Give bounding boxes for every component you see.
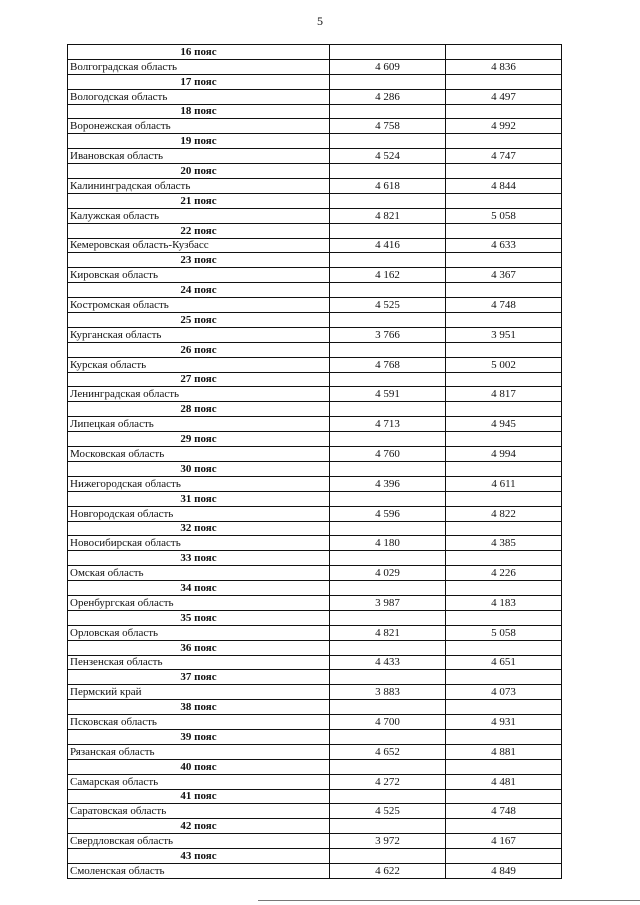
regions-table (67, 44, 562, 879)
region-name: Костромская область (68, 298, 330, 313)
value-1: 4 525 (330, 298, 446, 313)
empty-cell (446, 610, 562, 625)
empty-cell (330, 759, 446, 774)
region-name: Ленинградская область (68, 387, 330, 402)
value-2: 4 481 (446, 774, 562, 789)
region-name: Рязанская область (68, 744, 330, 759)
value-1: 4 821 (330, 208, 446, 223)
value-1: 4 162 (330, 268, 446, 283)
empty-cell (446, 372, 562, 387)
empty-cell (330, 372, 446, 387)
empty-cell (446, 670, 562, 685)
region-name: Нижегородская область (68, 476, 330, 491)
region-row (68, 744, 562, 759)
belt-label: 32 пояс (68, 521, 330, 536)
region-row (68, 238, 562, 253)
belt-label: 19 пояс (68, 134, 330, 149)
belt-label: 26 пояс (68, 342, 330, 357)
value-2: 4 849 (446, 863, 562, 878)
region-name: Калининградская область (68, 179, 330, 194)
empty-cell (446, 700, 562, 715)
belt-row (68, 521, 562, 536)
belt-label: 37 пояс (68, 670, 330, 685)
empty-cell (330, 491, 446, 506)
belt-label: 18 пояс (68, 104, 330, 119)
belt-row (68, 134, 562, 149)
empty-cell (330, 581, 446, 596)
region-row (68, 476, 562, 491)
empty-cell (446, 461, 562, 476)
region-row (68, 387, 562, 402)
belt-label: 42 пояс (68, 819, 330, 834)
region-row (68, 566, 562, 581)
region-row (68, 863, 562, 878)
region-name: Саратовская область (68, 804, 330, 819)
empty-cell (330, 819, 446, 834)
belt-label: 31 пояс (68, 491, 330, 506)
region-name: Орловская область (68, 625, 330, 640)
belt-label: 21 пояс (68, 193, 330, 208)
belt-label: 40 пояс (68, 759, 330, 774)
belt-label: 36 пояс (68, 640, 330, 655)
belt-label: 35 пояс (68, 610, 330, 625)
belt-label: 43 пояс (68, 849, 330, 864)
belt-row (68, 372, 562, 387)
region-name: Кировская область (68, 268, 330, 283)
region-row (68, 536, 562, 551)
belt-label: 33 пояс (68, 551, 330, 566)
belt-row (68, 759, 562, 774)
region-row (68, 506, 562, 521)
value-2: 5 058 (446, 625, 562, 640)
value-1: 4 180 (330, 536, 446, 551)
empty-cell (446, 193, 562, 208)
empty-cell (330, 521, 446, 536)
region-name: Новгородская область (68, 506, 330, 521)
belt-label: 28 пояс (68, 402, 330, 417)
belt-row (68, 283, 562, 298)
empty-cell (446, 789, 562, 804)
region-row (68, 357, 562, 372)
value-2: 4 822 (446, 506, 562, 521)
empty-cell (330, 700, 446, 715)
value-2: 4 945 (446, 417, 562, 432)
region-row (68, 834, 562, 849)
belt-row (68, 313, 562, 328)
region-name: Калужская область (68, 208, 330, 223)
belt-label: 23 пояс (68, 253, 330, 268)
value-2: 4 931 (446, 715, 562, 730)
empty-cell (446, 74, 562, 89)
empty-cell (330, 849, 446, 864)
empty-cell (330, 74, 446, 89)
value-1: 4 700 (330, 715, 446, 730)
belt-label: 20 пояс (68, 164, 330, 179)
belt-row (68, 45, 562, 60)
belt-label: 41 пояс (68, 789, 330, 804)
belt-row (68, 581, 562, 596)
empty-cell (330, 461, 446, 476)
value-2: 4 992 (446, 119, 562, 134)
value-2: 4 497 (446, 89, 562, 104)
region-name: Пермский край (68, 685, 330, 700)
belt-row (68, 789, 562, 804)
regions-table-body (68, 45, 562, 879)
empty-cell (446, 640, 562, 655)
value-1: 4 821 (330, 625, 446, 640)
belt-label: 30 пояс (68, 461, 330, 476)
empty-cell (446, 551, 562, 566)
value-1: 4 760 (330, 447, 446, 462)
value-1: 4 652 (330, 744, 446, 759)
value-1: 4 609 (330, 59, 446, 74)
region-row (68, 268, 562, 283)
empty-cell (446, 849, 562, 864)
value-2: 4 611 (446, 476, 562, 491)
value-1: 4 622 (330, 863, 446, 878)
region-row (68, 89, 562, 104)
value-2: 4 385 (446, 536, 562, 551)
empty-cell (446, 581, 562, 596)
value-1: 4 416 (330, 238, 446, 253)
region-name: Курская область (68, 357, 330, 372)
value-1: 4 272 (330, 774, 446, 789)
region-name: Пензенская область (68, 655, 330, 670)
region-name: Новосибирская область (68, 536, 330, 551)
empty-cell (446, 402, 562, 417)
empty-cell (446, 819, 562, 834)
belt-label: 39 пояс (68, 729, 330, 744)
empty-cell (446, 104, 562, 119)
belt-row (68, 253, 562, 268)
empty-cell (446, 342, 562, 357)
value-1: 3 883 (330, 685, 446, 700)
region-row (68, 804, 562, 819)
region-row (68, 59, 562, 74)
belt-label: 29 пояс (68, 432, 330, 447)
empty-cell (446, 491, 562, 506)
belt-row (68, 193, 562, 208)
empty-cell (330, 402, 446, 417)
region-row (68, 774, 562, 789)
belt-row (68, 432, 562, 447)
belt-label: 17 пояс (68, 74, 330, 89)
value-1: 3 972 (330, 834, 446, 849)
value-1: 4 029 (330, 566, 446, 581)
belt-row (68, 551, 562, 566)
empty-cell (446, 283, 562, 298)
empty-cell (446, 134, 562, 149)
region-name: Московская область (68, 447, 330, 462)
belt-row (68, 461, 562, 476)
empty-cell (330, 313, 446, 328)
belt-row (68, 610, 562, 625)
belt-label: 16 пояс (68, 45, 330, 60)
value-2: 4 073 (446, 685, 562, 700)
region-name: Кемеровская область-Кузбасс (68, 238, 330, 253)
empty-cell (446, 253, 562, 268)
belt-row (68, 819, 562, 834)
region-row (68, 119, 562, 134)
belt-row (68, 700, 562, 715)
value-2: 4 367 (446, 268, 562, 283)
region-row (68, 715, 562, 730)
empty-cell (446, 432, 562, 447)
empty-cell (446, 313, 562, 328)
value-2: 4 881 (446, 744, 562, 759)
empty-cell (330, 640, 446, 655)
value-1: 4 618 (330, 179, 446, 194)
region-row (68, 149, 562, 164)
empty-cell (330, 789, 446, 804)
belt-label: 38 пояс (68, 700, 330, 715)
empty-cell (446, 164, 562, 179)
belt-label: 27 пояс (68, 372, 330, 387)
empty-cell (330, 223, 446, 238)
value-1: 4 596 (330, 506, 446, 521)
belt-label: 34 пояс (68, 581, 330, 596)
empty-cell (330, 45, 446, 60)
empty-cell (446, 759, 562, 774)
region-name: Воронежская область (68, 119, 330, 134)
empty-cell (330, 432, 446, 447)
value-1: 3 766 (330, 327, 446, 342)
region-name: Самарская область (68, 774, 330, 789)
belt-label: 25 пояс (68, 313, 330, 328)
region-row (68, 625, 562, 640)
region-row (68, 655, 562, 670)
region-name: Липецкая область (68, 417, 330, 432)
page-number: 5 (317, 14, 323, 28)
belt-row (68, 729, 562, 744)
belt-row (68, 849, 562, 864)
region-row (68, 179, 562, 194)
value-2: 4 651 (446, 655, 562, 670)
empty-cell (330, 610, 446, 625)
empty-cell (330, 193, 446, 208)
value-2: 4 994 (446, 447, 562, 462)
value-2: 4 226 (446, 566, 562, 581)
value-2: 4 748 (446, 298, 562, 313)
value-1: 4 713 (330, 417, 446, 432)
empty-cell (330, 342, 446, 357)
value-2: 4 167 (446, 834, 562, 849)
value-2: 4 183 (446, 595, 562, 610)
value-2: 4 817 (446, 387, 562, 402)
value-1: 4 525 (330, 804, 446, 819)
belt-row (68, 164, 562, 179)
region-name: Омская область (68, 566, 330, 581)
belt-row (68, 342, 562, 357)
region-name: Вологодская область (68, 89, 330, 104)
belt-row (68, 640, 562, 655)
belt-label: 22 пояс (68, 223, 330, 238)
value-1: 4 768 (330, 357, 446, 372)
belt-row (68, 223, 562, 238)
region-name: Волгоградская область (68, 59, 330, 74)
value-2: 4 844 (446, 179, 562, 194)
region-name: Ивановская область (68, 149, 330, 164)
belt-row (68, 104, 562, 119)
empty-cell (330, 729, 446, 744)
value-1: 4 433 (330, 655, 446, 670)
empty-cell (330, 104, 446, 119)
belt-row (68, 402, 562, 417)
region-row (68, 298, 562, 313)
empty-cell (330, 670, 446, 685)
value-2: 5 002 (446, 357, 562, 372)
value-2: 4 633 (446, 238, 562, 253)
empty-cell (330, 134, 446, 149)
belt-label: 24 пояс (68, 283, 330, 298)
region-row (68, 327, 562, 342)
region-row (68, 417, 562, 432)
empty-cell (330, 164, 446, 179)
empty-cell (330, 551, 446, 566)
value-1: 4 286 (330, 89, 446, 104)
value-2: 4 747 (446, 149, 562, 164)
region-name: Курганская область (68, 327, 330, 342)
value-2: 4 836 (446, 59, 562, 74)
value-1: 4 524 (330, 149, 446, 164)
region-name: Свердловская область (68, 834, 330, 849)
empty-cell (446, 729, 562, 744)
empty-cell (446, 223, 562, 238)
value-1: 3 987 (330, 595, 446, 610)
empty-cell (330, 283, 446, 298)
scan-edge-line (258, 900, 640, 901)
value-2: 4 748 (446, 804, 562, 819)
region-row (68, 595, 562, 610)
region-row (68, 208, 562, 223)
belt-row (68, 670, 562, 685)
empty-cell (446, 45, 562, 60)
value-1: 4 396 (330, 476, 446, 491)
empty-cell (330, 253, 446, 268)
region-name: Смоленская область (68, 863, 330, 878)
region-name: Оренбургская область (68, 595, 330, 610)
belt-row (68, 74, 562, 89)
value-1: 4 758 (330, 119, 446, 134)
value-1: 4 591 (330, 387, 446, 402)
belt-row (68, 491, 562, 506)
empty-cell (446, 521, 562, 536)
region-row (68, 447, 562, 462)
value-2: 3 951 (446, 327, 562, 342)
region-row (68, 685, 562, 700)
region-name: Псковская область (68, 715, 330, 730)
value-2: 5 058 (446, 208, 562, 223)
